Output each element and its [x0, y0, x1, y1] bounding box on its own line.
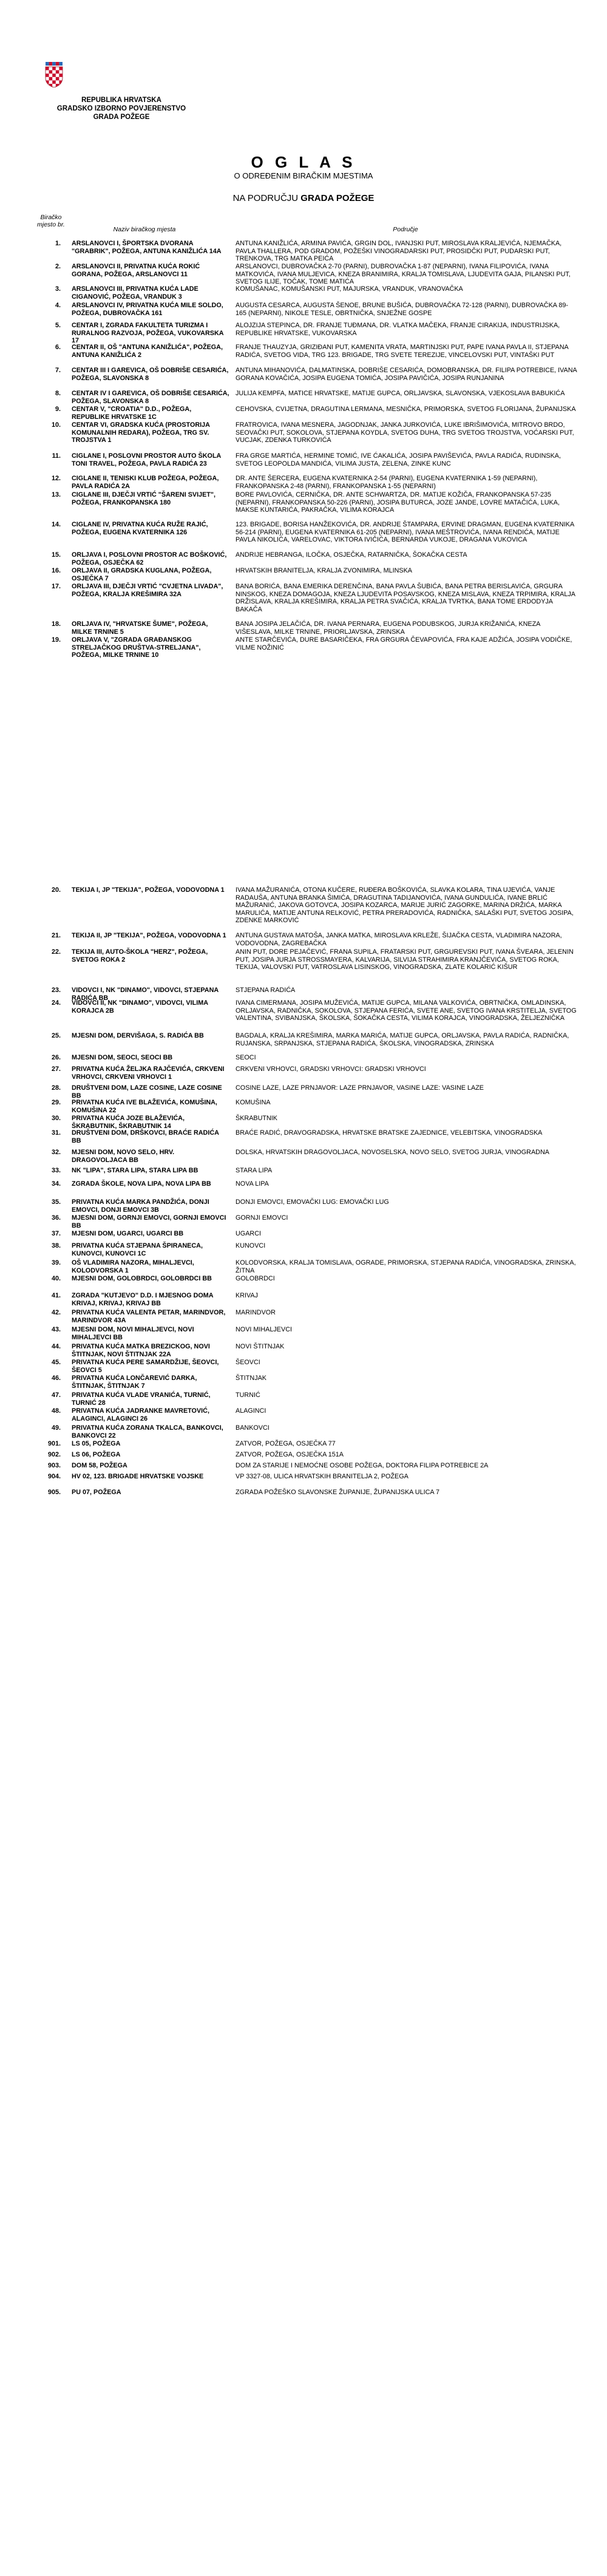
station-number: 49. [51, 1424, 61, 1432]
column-header-area: Područje [393, 226, 418, 233]
station-number: 45. [51, 1359, 61, 1366]
station-name: PRIVATNA KUĆA MARKA PANDŽIĆA, DONJI EMOVCI, DONJI EMOVCI 3B [72, 1198, 209, 1214]
station-name: CENTAR V, "CROATIA" D.D., POŽEGA, REPUBLIKE HRVATSKE 1C [72, 406, 192, 421]
station-name: PRIVATNA KUĆA PERE SAMARDŽIJE, ŠEOVCI, ŠEOVCI 5 [72, 1359, 219, 1374]
station-name: CIGLANE IV, PRIVATNA KUĆA RUŽE RAJIĆ, POŽEGA, EUGENA KVATERNIKA 126 [72, 521, 208, 536]
station-area: NOVA LIPA [236, 1180, 269, 1188]
station-area: ANTUNA KANIŽLIĆA, ARMINA PAVIĆA, GRGIN DOL, IVANJSKI PUT, MIROSLAVA KRALJEVIĆA, NJEMAČKA, PAVLA THALLERA, POD GRADOM, POŽEŠKI VINOGRADARSKI PUT, PROSIDČKI PUT, PUDARSKI PUT, TRENKOVA, TRG MATKA PEIĆA [236, 240, 562, 263]
station-area: AUGUSTA CESARCA, AUGUSTA ŠENOE, BRUNE BUŠIĆA, DUBROVAČKA 72-128 (PARNI), DUBROVAČKA 89-165 (NEPARNI), NIKOLE TESLE, OBRTNIČKA, SNJEŽNE GOSPE [236, 302, 568, 317]
station-number: 14. [51, 521, 61, 528]
station-number: 3. [55, 285, 61, 293]
station-name: CENTAR II, OŠ "ANTUNA KANIŽLIĆA", POŽEGA, ANTUNA KANIŽLIĆA 2 [72, 344, 223, 359]
station-name: MJESNI DOM, GORNJI EMOVCI, GORNJI EMOVCI BB [72, 1214, 226, 1229]
station-number: 4. [55, 302, 61, 309]
station-area: KOLODVORSKA, KRALJA TOMISLAVA, OGRADE, PRIMORSKA, STJEPANA RADIĆA, VINOGRADSKA, ZRINSKA, ŽITNA [236, 1259, 576, 1274]
station-number: 12. [51, 475, 61, 482]
station-name: CENTAR III I GAREVICA, OŠ DOBRIŠE CESARIĆA, POŽEGA, SLAVONSKA 8 [72, 367, 229, 382]
document-subtitle: O ODREĐENIM BIRAČKIM MJESTIMA [234, 171, 373, 180]
station-name: MJESNI DOM, NOVO SELO, HRV. DRAGOVOLJACA BB [72, 1149, 175, 1164]
coat-of-arms-icon [44, 62, 64, 87]
station-area: UGARCI [236, 1230, 261, 1237]
station-number: 20. [51, 886, 61, 894]
station-name: ORLJAVA IV, "HRVATSKE ŠUME", POŽEGA, MILKE TRNINE 5 [72, 620, 208, 636]
station-area: VP 3327-08, ULICA HRVATSKIH BRANITELJA 2, POŽEGA [236, 1473, 409, 1480]
station-area: BORE PAVLOVIĆA, CERNIČKA, DR. ANTE SCHWARTZA, DR. MATIJE KOŽIČA, FRANKOPANSKA 57-235 (NEPARNI), FRANKOPANSKA 50-226 (PARNI), JOSIPA BUTURCA, JOZE JANDE, LOVRE MATAČIĆA, LUKA, MAKSE KUNTARIĆA, PAKRAČKA, VILIMA KORAJCA [236, 491, 560, 514]
station-name: CIGLANE III, DJEČJI VRTIĆ "ŠARENI SVIJET", POŽEGA, FRANKOPANSKA 180 [72, 491, 216, 506]
station-number: 17. [51, 583, 61, 590]
station-area: KOMUŠINA [236, 1099, 271, 1106]
station-name: PRIVATNA KUĆA ZORANA TKALCA, BANKOVCI, BANKOVCI 22 [72, 1424, 223, 1439]
station-number: 29. [51, 1099, 61, 1106]
station-number: 33. [51, 1167, 61, 1174]
station-area: BANA BORIĆA, BANA EMERIKA DERENČINA, BANA PAVLA ŠUBIĆA, BANA PETRA BERISLAVIĆA, GRGURA NINSKOG, KNEZA DOMAGOJA, KNEZA LJUDEVITA POSAVSKOG, KNEZA MISLAVA, KNEZA TRPIMIRA, KRALJA DRŽISLAVA, KRALJA KREŠIMIRA, KRALJA PETRA SVAČIĆA, KRALJA TVRTKA, BANA TOME ERDODYJA BAKAČA [236, 583, 575, 613]
station-number: 46. [51, 1375, 61, 1382]
station-number: 48. [51, 1407, 61, 1415]
station-name: DRUŠTVENI DOM, DRŠKOVCI, BRAĆE RADIĆA BB [72, 1129, 219, 1144]
station-area: MARINDVOR [236, 1309, 276, 1316]
station-area: GOLOBRDCI [236, 1275, 275, 1282]
station-number: 24. [51, 999, 61, 1007]
station-number: 37. [51, 1230, 61, 1237]
station-area: 123. BRIGADE, BORISA HANŽEKOVIĆA, DR. ANDRIJE ŠTAMPARA, ERVINE DRAGMAN, EUGENA KVATERNIKA 56-214 (PARNI), EUGENA KVATERNIKA 61-205 (NEPARNI), IVANA MEŠTROVIĆA, IVANA RENDIĆA, MATIJE PAVLA NIKOLIĆA, VARELOVAC, VIKTORA IVIČIĆA, BERNARDA VUKOJE, DRAGANA VUKOVICA [236, 521, 574, 544]
station-name: MJESNI DOM, NOVI MIHALJEVCI, NOVI MIHALJEVCI BB [72, 1326, 194, 1341]
station-name: HV 02, 123. BRIGADE HRVATSKE VOJSKE [72, 1473, 204, 1480]
station-area: NOVI ŠTITNJAK [236, 1343, 285, 1350]
station-number: 42. [51, 1309, 61, 1316]
station-name: CIGLANE II, TENISKI KLUB POŽEGA, POŽEGA, PAVLA RADIĆA 2A [72, 475, 219, 490]
station-number: 903. [47, 1462, 61, 1469]
station-number: 10. [51, 421, 61, 429]
station-name: ARSLANOVCI II, PRIVATNA KUĆA ROKIĆ GORANA, POŽEGA, ARSLANOVCI 11 [72, 263, 200, 278]
station-number: 18. [51, 620, 61, 628]
station-area: ZATVOR, POŽEGA, OSJEČKA 151A [236, 1451, 344, 1458]
station-number: 13. [51, 491, 61, 498]
station-area: ANTUNA GUSTAVA MATOŠA, JANKA MATKA, MIROSLAVA KRLEŽE, ŠIJAČKA CESTA, VLADIMIRA NAZORA, VODOVODNA, ZAGREBAČKA [236, 932, 562, 947]
station-area: DR. ANTE ŠERCERA, EUGENA KVATERNIKA 2-54 (PARNI), EUGENA KVATERNIKA 1-59 (NEPARNI), FRANKOPANSKA 2-48 (PARNI), FRANKOPANSKA 1-55 (NEPARNI) [236, 475, 538, 490]
station-area: IVANA MAŽURANIĆA, OTONA KUČERE, RUĐERA BOŠKOVIĆA, SLAVKA KOLARA, TINA UJEVIĆA, VANJE RADAUŠA, ANTUNA BRANKA ŠIMIĆA, DRAGUTINA TADIJANOVIĆA, IVANA GUNDULIĆA, IVANE BRLIĆ MAŽURANIĆ, JAKOVA GOTOVCA, JOSIPA KOZARCA, MARIJE JURIĆ ZAGORKE, MARINA DRŽIĆA, MARKA MARULIĆA, MATIJE ANTUNA RELKOVIĆ, PETRA PRERADOVIĆA, RADNIČKA, SALAŠKI PUT, SVETOG JOSIPA, ZDENKE MARKOVIĆ [236, 886, 574, 925]
station-name: ARSLANOVCI III, PRIVATNA KUĆA LADE CIGANOVIĆ, POŽEGA, VRANDUK 3 [72, 285, 198, 301]
station-name: TEKIJA III, AUTO-ŠKOLA "HERZ", POŽEGA, SVETOG ROKA 2 [72, 948, 208, 963]
station-area: HRVATSKIH BRANITELJA, KRALJA ZVONIMIRA, MLINSKA [236, 567, 412, 574]
station-area: BANKOVCI [236, 1424, 270, 1432]
document-title: O G L A S [251, 153, 356, 171]
station-number: 905. [47, 1489, 61, 1496]
station-name: PRIVATNA KUĆA JOZE BLAŽEVIĆA, ŠKRABUTNIK, ŠKRABUTNIK 14 [72, 1115, 185, 1130]
station-name: ZGRADA "KUTJEVO" D.D. I MJESNOG DOMA KRIVAJ, KRIVAJ, KRIVAJ BB [72, 1292, 214, 1307]
station-area: NOVI MIHALJEVCI [236, 1326, 292, 1333]
station-area: DOM ZA STARIJE I NEMOĆNE OSOBE POŽEGA, DOKTORA FILIPA POTREBICE 2A [236, 1462, 489, 1469]
station-number: 21. [51, 932, 61, 939]
column-header-name: Naziv biračkog mjesta [113, 226, 176, 233]
station-area: DONJI EMOVCI, EMOVAČKI LUG: EMOVAČKI LUG [236, 1198, 389, 1206]
station-area: GORNJI EMOVCI [236, 1214, 288, 1222]
station-area: KOMUŠANAC, KOMUŠANSKI PUT, MAJURSKA, VRANDUK, VRANOVAČKA [236, 285, 463, 293]
station-number: 23. [51, 987, 61, 994]
document-area-line [0, 193, 607, 203]
station-area: ŠKRABUTNIK [236, 1115, 277, 1122]
station-number: 41. [51, 1292, 61, 1299]
station-area: ANIN PUT, DORE PEJAČEVIĆ, FRANA SUPILA, FRATARSKI PUT, GRGUREVSKI PUT, IVANA ŠVEARA, JELENIN PUT, JOSIPA JURJA STROSSMAYERA, KALVARIJA, SILVIJA STRAHIMIRA KRANJČEVIĆA, SVETOG ROKA, TEKIJA, VALOVSKI PUT, VATROSLAVA LISINSKOG, VINOGRADSKA, ZLATE KOLARIĆ KIŠUR [236, 948, 574, 971]
station-area: ALAGINCI [236, 1407, 266, 1415]
station-number: 31. [51, 1129, 61, 1137]
station-name: PRIVATNA KUĆA ŽELJKA RAJČEVIĆA, CRKVENI VRHOVCI, CRKVENI VRHOVCI 1 [72, 1065, 225, 1081]
station-name: CENTAR VI, GRADSKA KUĆA (PROSTORIJA KOMUNALNIH REDARA), POŽEGA, TRG SV. TROJSTVA 1 [72, 421, 210, 444]
station-name: DOM 58, POŽEGA [72, 1462, 127, 1469]
station-number: 5. [55, 322, 61, 329]
station-number: 28. [51, 1084, 61, 1092]
station-name: ORLJAVA V, "ZGRADA GRAĐANSKOG STRELJAČKOG DRUŠTVA-STRELJANA", POŽEGA, MILKE TRNINE 10 [72, 636, 201, 659]
station-name: CENTAR I, ZGRADA FAKULTETA TURIZMA I RURALNOG RAZVOJA, POŽEGA, VUKOVARSKA 17 [72, 322, 224, 345]
station-name: LS 06, POŽEGA [72, 1451, 121, 1458]
station-number: 30. [51, 1115, 61, 1122]
station-name: ARSLANOVCI I, ŠPORTSKA DVORANA "GRABRIK", POŽEGA, ANTUNA KANIŽLIĆA 14A [72, 240, 222, 255]
station-area: ANTUNA MIHANOVIĆA, DALMATINSKA, DOBRIŠE CESARIĆA, DOMOBRANSKA, DR. FILIPA POTREBICE, IVANA GORANA KOVAČIĆA, JOSIPA EUGENA TOMIĆA, JOSIPA PAVIČIĆA, JOSIPA RUNJANINA [236, 367, 577, 382]
station-number: 22. [51, 948, 61, 956]
station-area: BAGDALA, KRALJA KREŠIMIRA, MARKA MARIĆA, MATIJE GUPCA, ORLJAVSKA, PAVLA RADIĆA, RADNIČKA, RUJANSKA, SRPANJSKA, STJEPANA RADIĆA, ŠKOLSKA, VINOGRADSKA, ZRINSKA [236, 1032, 569, 1047]
station-name: LS 05, POŽEGA [72, 1440, 121, 1447]
station-area: COSINE LAZE, LAZE PRNJAVOR: LAZE PRNJAVOR, VASINE LAZE: VASINE LAZE [236, 1084, 484, 1092]
issuer-line-1: REPUBLIKA HRVATSKA [81, 97, 161, 104]
station-number: 25. [51, 1032, 61, 1039]
station-area: STARA LIPA [236, 1167, 273, 1174]
station-name: CIGLANE I, POSLOVNI PROSTOR AUTO ŠKOLA TONI TRAVEL, POŽEGA, PAVLA RADIĆA 23 [72, 452, 221, 467]
station-area: FRATROVICA, IVANA MESNERA, JAGODNJAK, JANKA JURKOVIĆA, LUKE IBRIŠIMOVIĆA, MITROVO BRDO, SEOVAČKI PUT, SOKOLOVA, STJEPANA KOYDLA, SVETOG DUHA, TRG SVETOG TROJSTVA, VOĆARSKI PUT, VUCJAK, ZDENKA TURKOVIĆA [236, 421, 574, 444]
station-name: VIDOVCI I, NK "DINAMO", VIDOVCI, STJEPANA RADIĆA BB [72, 987, 219, 1002]
station-area: CRKVENI VRHOVCI, GRADSKI VRHOVCI: GRADSKI VRHOVCI [236, 1065, 426, 1073]
station-name: DRUŠTVENI DOM, LAZE COSINE, LAZE COSINE BB [72, 1084, 222, 1099]
station-number: 11. [52, 452, 61, 460]
station-number: 44. [51, 1343, 61, 1350]
station-area: ALOJZIJA STEPINCA, DR. FRANJE TUĐMANA, DR. VLATKA MAČEKA, FRANJE CIRAKIJA, INDUSTRIJSKA, REPUBLIKE HRVATSKE, VUKOVARSKA [236, 322, 560, 337]
station-area: TURNIĆ [236, 1392, 260, 1399]
station-name: TEKIJA I, JP "TEKIJA", POŽEGA, VODOVODNA 1 [72, 886, 225, 894]
station-number: 36. [51, 1214, 61, 1222]
station-number: 27. [51, 1065, 61, 1073]
station-area: CEHOVSKA, CVIJETNA, DRAGUTINA LERMANA, MESNIČKA, PRIMORSKA, SVETOG FLORIJANA, ŽUPANIJSKA [236, 406, 576, 413]
station-name: ORLJAVA II, GRADSKA KUGLANA, POŽEGA, OSJEČKA 7 [72, 567, 212, 582]
station-number: 902. [47, 1451, 61, 1458]
station-number: 34. [51, 1180, 61, 1188]
station-number: 2. [55, 263, 61, 270]
station-area: FRA GRGE MARTIĆA, HERMINE TOMIĆ, IVE ĆAKALIĆA, JOSIPA PAVIŠEVIĆA, PAVLA RADIĆA, RUDINSKA, SVETOG LEOPOLDA MANDIĆA, VILIMA JUSTA, ZELENA, ZINKE KUNC [236, 452, 561, 467]
station-name: PRIVATNA KUĆA STJEPANA ŠPIRANECA, KUNOVCI, KUNOVCI 1C [72, 1242, 203, 1257]
station-name: ORLJAVA I, POSLOVNI PROSTOR AC BOŠKOVIĆ, POŽEGA, OSJEČKA 62 [72, 551, 227, 566]
station-area: BRAĆE RADIĆ, DRAVOGRADSKA, HRVATSKE BRATSKE ZAJEDNICE, VELEBITSKA, VINOGRADSKA [236, 1129, 543, 1137]
station-name: PU 07, POŽEGA [72, 1489, 121, 1496]
station-area: JULIJA KEMPFA, MATICE HRVATSKE, MATIJE GUPCA, ORLJAVSKA, SLAVONSKA, VJEKOSLAVA BABUKIĆA [236, 390, 565, 397]
station-area: KRIVAJ [236, 1292, 258, 1299]
station-name: NK "LIPA", STARA LIPA, STARA LIPA BB [72, 1167, 198, 1174]
station-name: ORLJAVA III, DJEČJI VRTIĆ "CVJETNA LIVADA", POŽEGA, KRALJA KREŠIMIRA 32A [72, 583, 223, 598]
station-name: OŠ VLADIMIRA NAZORA, MIHALJEVCI, KOLODVORSKA 1 [72, 1259, 194, 1274]
station-number: 39. [51, 1259, 61, 1266]
station-number: 26. [51, 1054, 61, 1061]
station-name: PRIVATNA KUĆA LONČAREVIĆ DARKA, ŠTITNJAK, ŠTITNJAK 7 [72, 1375, 197, 1390]
station-area: STJEPANA RADIĆA [236, 987, 296, 994]
station-name: MJESNI DOM, DERVIŠAGA, S. RADIĆA BB [72, 1032, 204, 1039]
station-number: 9. [55, 406, 61, 413]
station-area: IVANA CIMERMANA, JOSIPA MUŽEVIĆA, MATIJE GUPCA, MILANA VALKOVIĆA, OBRTNIČKA, OMLADINSKA, ORLJAVSKA, RADNIČKA, SOKOLOVA, STJEPANA FERIĆA, SVETE ANE, SVETOG IVANA KRSTITELJA, SVETOG VALENTINA, SVIBANJSKA, ŠKOLSKA, ŠOKAČKA CESTA, VILIMA KORAJCA, VINOGRADSKA, ŽELJEZNIČKA [236, 999, 577, 1022]
area-prefix: NA PODRUČJU [232, 193, 301, 203]
station-name: MJESNI DOM, UGARCI, UGARCI BB [72, 1230, 184, 1237]
issuer-header [49, 96, 194, 121]
station-name: PRIVATNA KUĆA JADRANKE MAVRETOVIĆ, ALAGINCI, ALAGINCI 26 [72, 1407, 209, 1422]
station-number: 40. [51, 1275, 61, 1282]
station-area: ANTE STARČEVIĆA, DURE BASARIČEKA, FRA GRGURA ČEVAPOVIĆA, FRA KAJE ADŽIĆA, JOSIPA VODIČKE, VILME NOŽINIĆ [236, 636, 572, 651]
area-name: GRADA POŽEGE [300, 193, 375, 203]
station-number: 19. [51, 636, 61, 644]
issuer-line-2: GRADSKO IZBORNO POVJERENSTVO [56, 105, 186, 112]
station-number: 15. [51, 551, 61, 559]
station-name: MJESNI DOM, SEOCI, SEOCI BB [72, 1054, 173, 1061]
station-number: 32. [51, 1149, 61, 1156]
station-area: ŠEOVCI [236, 1359, 260, 1366]
station-area: ZGRADA POŽEŠKO SLAVONSKE ŽUPANIJE, ŽUPANIJSKA ULICA 7 [236, 1489, 439, 1496]
station-number: 38. [51, 1242, 61, 1249]
station-name: ARSLANOVCI IV, PRIVATNA KUĆA MILE SOLDO, POŽEGA, DUBROVAČKA 161 [72, 302, 223, 317]
station-area: ARSLANOVCI, DUBROVAČKA 2-70 (PARNI), DUBROVAČKA 1-87 (NEPARNI), IVANA FILIPOVIĆA, IVANA MATKOVIĆA, IVANA MULJEVICA, KNEZA BRANIMIRA, KRALJA TOMISLAVA, LJUDEVITA GAJA, PILANSKI PUT, SVETOG ILIJE, TOČAK, TOME MATIĆA [236, 263, 571, 286]
station-number: 904. [47, 1473, 61, 1480]
station-number: 8. [55, 390, 61, 397]
column-header-number: Biračko mjesto br. [37, 214, 65, 228]
station-area: ŠTITNJAK [236, 1375, 266, 1382]
station-name: PRIVATNA KUĆA VLADE VRANIĆA, TURNIĆ, TURNIĆ 28 [72, 1392, 211, 1407]
station-name: TEKIJA II, JP "TEKIJA", POŽEGA, VODOVODNA 1 [72, 932, 226, 939]
station-name: VIDOVCI II, NK "DINAMO", VIDOVCI, VILIMA KORAJCA 2B [72, 999, 208, 1014]
station-area: ANDRIJE HEBRANGA, ILOČKA, OSJEČKA, RATARNIČKA, ŠOKAČKA CESTA [236, 551, 467, 559]
station-name: PRIVATNA KUĆA MATKA BREZICKOG, NOVI ŠTITNJAK, NOVI ŠTITNJAK 22A [72, 1343, 210, 1358]
station-area: ZATVOR, POŽEGA, OSJEČKA 77 [236, 1440, 336, 1447]
station-name: MJESNI DOM, GOLOBRDCI, GOLOBRDCI BB [72, 1275, 212, 1282]
station-area: SEOCI [236, 1054, 256, 1061]
station-number: 1. [55, 240, 61, 247]
station-number: 16. [51, 567, 61, 574]
station-area: BANA JOSIPA JELAČIĆA, DR. IVANA PERNARA, EUGENA PODUBSKOG, JURJA KRIŽANIĆA, KNEZA VIŠESLAVA, MILKE TRNINE, PRIORLJAVSKA, ZRINSKA [236, 620, 540, 636]
station-name: ZGRADA ŠKOLE, NOVA LIPA, NOVA LIPA BB [72, 1180, 211, 1188]
issuer-line-3: GRADA POŽEGE [93, 114, 150, 121]
station-number: 6. [55, 344, 61, 351]
station-number: 901. [47, 1440, 61, 1447]
station-area: FRANJE THAUZYJA, GRIZIĐANI PUT, KAMENITA VRATA, MARTINJSKI PUT, PAPE IVANA PAVLA II, STJEPANA RADIĆA, SVETOG VIDA, TRG 123. BRIGADE, TRG SVETE TEREZIJE, VINCELOVSKI PUT, VINTAŠKI PUT [236, 344, 569, 359]
station-area: KUNOVCI [236, 1242, 266, 1249]
station-name: PRIVATNA KUĆA IVE BLAŽEVIĆA, KOMUŠINA, KOMUŠINA 22 [72, 1099, 217, 1114]
station-name: PRIVATNA KUĆA VALENTA PETAR, MARINDVOR, MARINDVOR 43A [72, 1309, 226, 1324]
station-number: 47. [51, 1392, 61, 1399]
station-number: 43. [51, 1326, 61, 1333]
station-name: CENTAR IV I GAREVICA, OŠ DOBRIŠE CESARIĆA, POŽEGA, SLAVONSKA 8 [72, 390, 229, 405]
station-number: 7. [55, 367, 61, 374]
station-area: DOLSKA, HRVATSKIH DRAGOVOLJACA, NOVOSELSKA, NOVO SELO, SVETOG JURJA, VINOGRADNA [236, 1149, 549, 1156]
station-number: 35. [51, 1198, 61, 1206]
